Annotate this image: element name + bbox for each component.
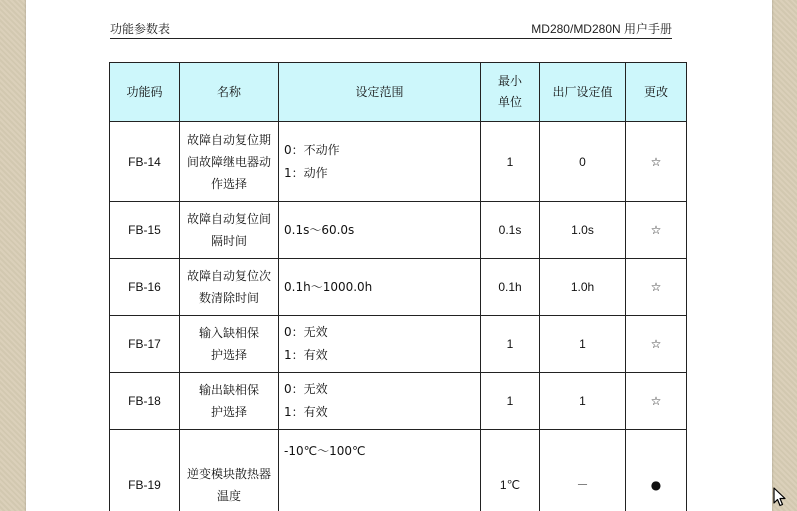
param-unit: 1 <box>481 373 540 430</box>
column-header-unit-line1: 最小 <box>497 74 522 88</box>
table-row <box>110 430 687 511</box>
table-row <box>110 373 687 430</box>
param-range <box>279 430 481 511</box>
param-unit: 1℃ <box>481 430 540 511</box>
param-code: FB-19 <box>110 430 180 511</box>
range-line: 0.1h～1000.0h <box>284 279 373 294</box>
param-code: FB-18 <box>110 373 180 430</box>
column-header-change: 更改 <box>626 63 687 122</box>
param-code: FB-15 <box>110 202 180 259</box>
param-unit: 1 <box>481 316 540 373</box>
change-marker: ☆ <box>626 373 687 430</box>
mouse-pointer-icon <box>773 487 787 507</box>
param-range <box>279 259 481 316</box>
document-page <box>26 0 772 511</box>
param-default: 1 <box>540 316 626 373</box>
column-header-name: 名称 <box>180 63 279 122</box>
param-name-text: 逆变模块散热器温度 <box>186 466 271 503</box>
param-name <box>180 430 279 511</box>
param-code: FB-17 <box>110 316 180 373</box>
param-name <box>180 202 279 259</box>
change-marker: ☆ <box>626 122 687 202</box>
column-header-range: 设定范围 <box>279 63 481 122</box>
param-range <box>279 122 481 202</box>
range-line: 0.1s～60.0s <box>284 222 355 237</box>
param-default: 1.0h <box>540 259 626 316</box>
param-name-text: 输出缺相保护选择 <box>199 383 260 419</box>
column-header-code: 功能码 <box>110 63 180 122</box>
range-line: 0：无效 <box>284 325 328 339</box>
table-row <box>110 122 687 202</box>
param-default: 1.0s <box>540 202 626 259</box>
param-code: FB-14 <box>110 122 180 202</box>
param-range <box>279 202 481 259</box>
param-name-text: 输入缺相保护选择 <box>199 326 260 362</box>
range-line: 1：有效 <box>284 405 328 419</box>
param-name <box>180 259 279 316</box>
table-row <box>110 202 687 259</box>
change-marker: ● <box>626 430 687 511</box>
param-name <box>180 373 279 430</box>
param-code: FB-16 <box>110 259 180 316</box>
param-name <box>180 122 279 202</box>
param-default: 1 <box>540 373 626 430</box>
column-header-unit <box>481 63 540 122</box>
manual-title: MD280/MD280N 用户手册 <box>531 22 672 36</box>
param-range <box>279 316 481 373</box>
param-name-text: 故障自动复位间隔时间 <box>186 212 271 248</box>
change-marker: ☆ <box>626 202 687 259</box>
column-header-unit-line2: 单位 <box>497 95 522 109</box>
param-unit: 0.1s <box>481 202 540 259</box>
range-line: 1：动作 <box>284 165 328 180</box>
change-marker: ☆ <box>626 259 687 316</box>
change-marker: ☆ <box>626 316 687 373</box>
table-header-row <box>110 63 687 122</box>
table-row <box>110 316 687 373</box>
range-line: 0：不动作 <box>284 142 340 157</box>
param-name-text: 故障自动复位期间故障继电器动作选择 <box>186 132 271 191</box>
param-default: － <box>540 430 626 511</box>
range-line: 1：有效 <box>284 348 328 362</box>
page-header <box>110 18 672 39</box>
table-row <box>110 259 687 316</box>
parameter-table <box>109 62 687 511</box>
param-name-text: 故障自动复位次数清除时间 <box>186 269 271 305</box>
column-header-default: 出厂设定值 <box>540 63 626 122</box>
param-unit: 0.1h <box>481 259 540 316</box>
param-unit: 1 <box>481 122 540 202</box>
range-line: -10℃～100℃ <box>284 444 366 458</box>
param-default: 0 <box>540 122 626 202</box>
param-range <box>279 373 481 430</box>
range-line: 0：无效 <box>284 382 328 396</box>
param-name <box>180 316 279 373</box>
section-title: 功能参数表 <box>110 22 171 36</box>
